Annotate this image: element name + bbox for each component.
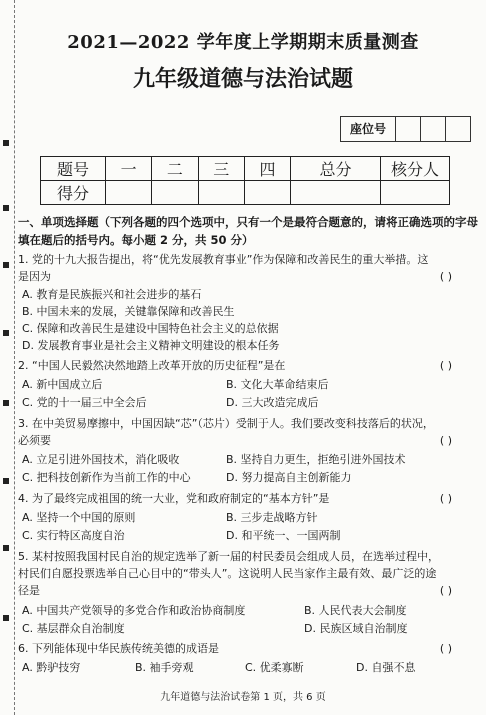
binding-mark (3, 615, 9, 621)
question-1-option-c: C. 保障和改善民生是建设中国特色社会主义的总依据 (22, 322, 279, 335)
score-table-header-row (41, 157, 450, 181)
score-row-label: 得分 (41, 181, 106, 205)
question-4-option-b: B. 三步走战略方针 (226, 511, 318, 524)
question-6-option-a: A. 黔驴技穷 (22, 661, 81, 674)
seat-digit-box[interactable] (396, 117, 421, 141)
score-cell[interactable] (381, 181, 450, 205)
question-2-option-d: D. 三大改造完成后 (226, 396, 319, 409)
binding-mark (3, 262, 9, 268)
answer-bracket[interactable]: ( ) (439, 270, 452, 283)
score-header-cell: 题号 (41, 157, 106, 181)
score-header-cell: 总分 (291, 157, 381, 181)
section-heading: 一、单项选择题（下列各题的四个选项中，只有一个是最符合题意的，请将正确选项的字母填在题后的括号内。每小题 2 分，共 50 分） (18, 215, 478, 247)
answer-bracket[interactable]: ( ) (439, 584, 452, 597)
question-2-option-a: A. 新中国成立后 (22, 378, 103, 391)
question-1-option-a: A. 教育是民族振兴和社会进步的基石 (22, 288, 202, 301)
score-table (40, 156, 450, 205)
question-1-stem: 1. 党的十九大报告提出，将“优先发展教育事业”作为保障和改善民生的重大举措。这 是因为 ( ) (18, 253, 452, 283)
question-5-option-c: C. 基层群众自治制度 (22, 622, 125, 635)
question-6-stem: 6. 下列能体现中华民族传统美德的成语是 ( ) (18, 642, 452, 655)
score-cell[interactable] (244, 181, 290, 205)
binding-margin (0, 0, 15, 715)
score-header-cell: 一 (106, 157, 152, 181)
score-cell[interactable] (152, 181, 198, 205)
score-header-cell: 二 (152, 157, 198, 181)
score-header-cell: 三 (198, 157, 244, 181)
question-2-stem: 2. “中国人民毅然决然地踏上改革开放的历史征程”是在 ( ) (18, 359, 452, 372)
score-header-cell: 四 (244, 157, 290, 181)
question-4-stem: 4. 为了最终完成祖国的统一大业，党和政府制定的“基本方针”是 ( ) (18, 492, 452, 505)
question-6-option-d: D. 自强不息 (356, 661, 416, 674)
question-2-option-b: B. 文化大革命结束后 (226, 378, 329, 391)
question-3-option-d: D. 努力提高自主创新能力 (226, 471, 352, 484)
binding-mark (3, 545, 9, 551)
question-5-option-a: A. 中国共产党领导的多党合作和政治协商制度 (22, 604, 246, 617)
score-table-score-row (41, 181, 450, 205)
page-footer: 九年道德与法治试卷第 1 页，共 6 页 (160, 692, 326, 703)
question-2-option-c: C. 党的十一届三中全会后 (22, 396, 147, 409)
question-3-option-c: C. 把科技创新作为当前工作的中心 (22, 471, 191, 484)
answer-bracket[interactable]: ( ) (439, 359, 452, 372)
question-1-option-d: D. 发展教育事业是社会主义精神文明建设的根本任务 (22, 339, 280, 352)
question-5-option-b: B. 人民代表大会制度 (304, 604, 407, 617)
binding-mark (3, 140, 9, 146)
question-4-option-a: A. 坚持一个中国的原则 (22, 511, 136, 524)
question-1-option-b: B. 中国未来的发展，关键靠保障和改善民生 (22, 305, 235, 318)
question-6-option-c: C. 优柔寡断 (245, 661, 304, 674)
exam-title: 2021—2022 学年度上学期期末质量测查 (67, 32, 419, 53)
question-5-stem: 5. 某村按照我国村民自治的规定选举了新一届的村民委员会组成人员，在选举过程中， 村民们自愿投票选举自己心目中的“带头人”。这说明人民当家作主最有效、最广泛的途 径是 ( ) (18, 550, 452, 597)
question-3-option-a: A. 立足引进外国技术，消化吸收 (22, 453, 180, 466)
seat-number-label: 座位号 (341, 117, 396, 141)
question-6-option-b: B. 袖手旁观 (135, 661, 194, 674)
question-3-stem: 3. 在中美贸易摩擦中，中国因缺“芯”（芯片）受制于人。我们要改变科技落后的状况， 必须要 ( ) (18, 417, 452, 447)
score-cell[interactable] (291, 181, 381, 205)
answer-bracket[interactable]: ( ) (439, 492, 452, 505)
binding-mark (3, 205, 9, 211)
score-cell[interactable] (106, 181, 152, 205)
score-cell[interactable] (198, 181, 244, 205)
seat-digit-box[interactable] (446, 117, 470, 141)
question-4-option-d: D. 和平统一、一国两制 (226, 529, 341, 542)
question-5-option-d: D. 民族区域自治制度 (304, 622, 408, 635)
question-4-option-c: C. 实行特区高度自治 (22, 529, 125, 542)
binding-mark (3, 330, 9, 336)
binding-mark (3, 400, 9, 406)
seat-digit-box[interactable] (421, 117, 446, 141)
answer-bracket[interactable]: ( ) (439, 434, 452, 447)
seat-number-box (340, 116, 471, 142)
answer-bracket[interactable]: ( ) (439, 642, 452, 655)
exam-subtitle: 九年级道德与法治试题 (132, 66, 353, 92)
binding-mark (3, 478, 9, 484)
question-3-option-b: B. 坚持自力更生，拒绝引进外国技术 (226, 453, 406, 466)
score-header-cell: 核分人 (381, 157, 450, 181)
